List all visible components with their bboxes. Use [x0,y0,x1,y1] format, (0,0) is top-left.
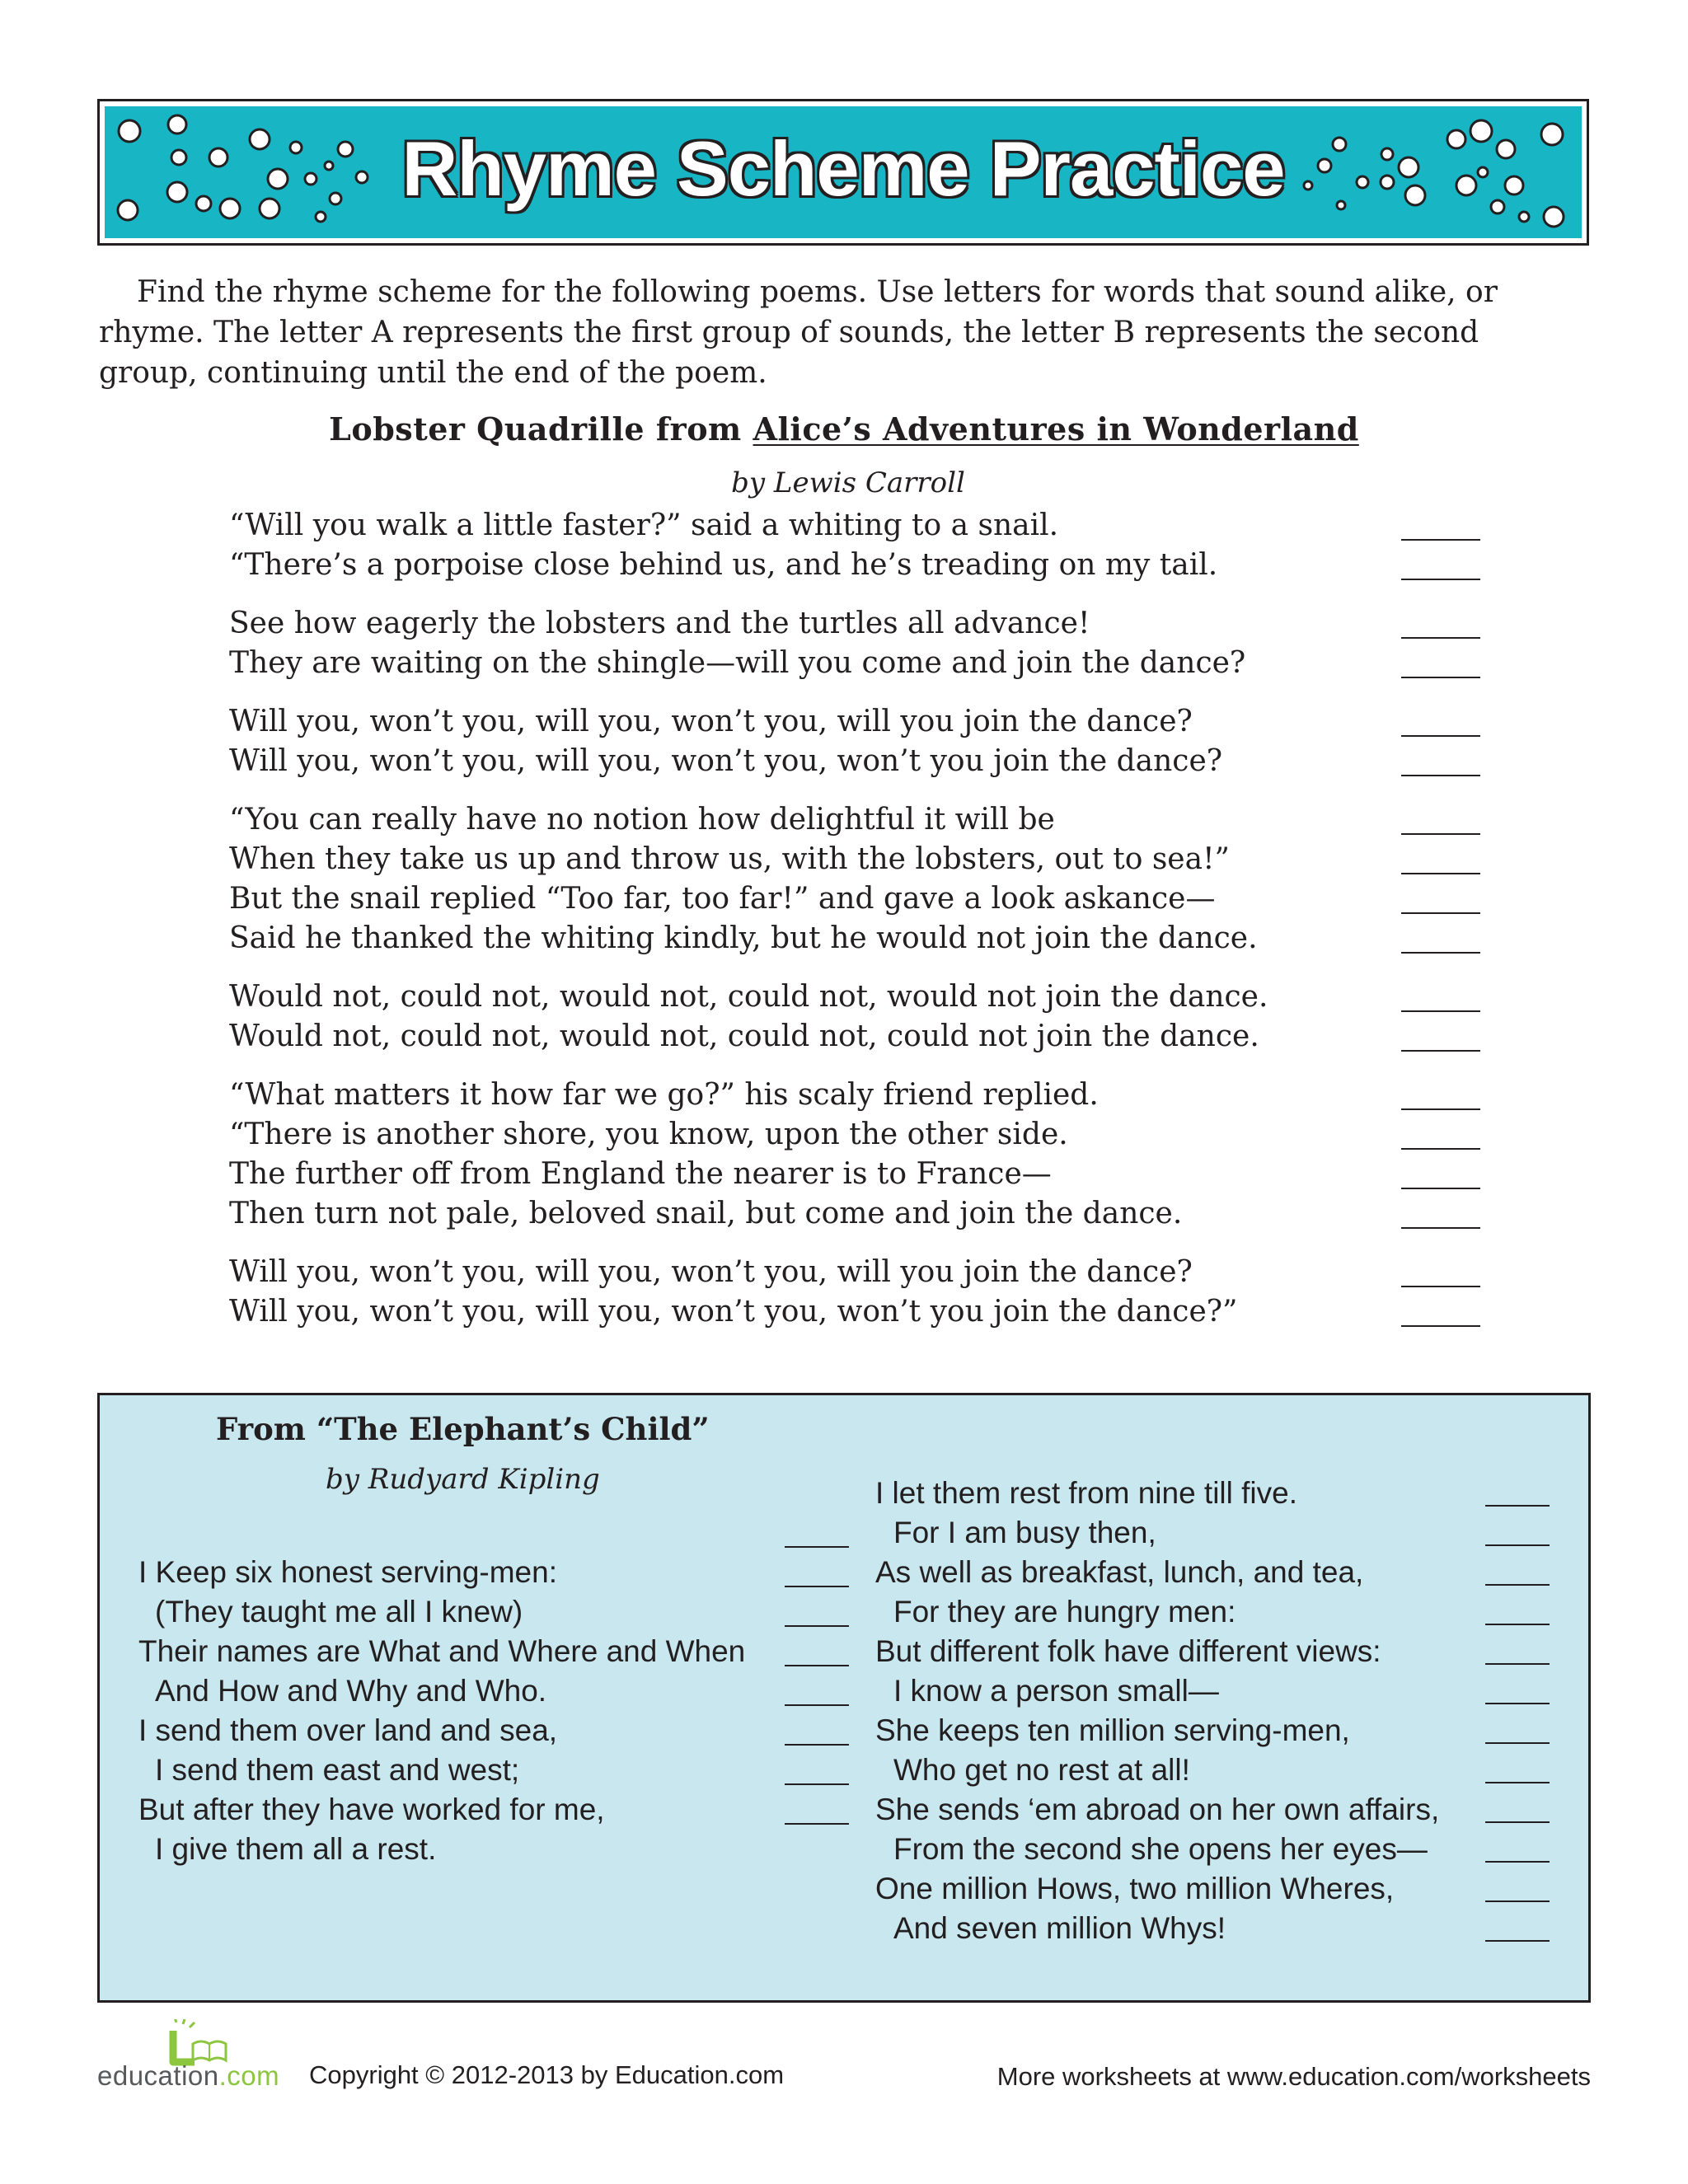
rhyme-answer-blank[interactable] [1485,1900,1550,1902]
poem1-line: Would not, could not, would not, could not, could not join the dance. [229,1019,1259,1053]
rhyme-answer-blank[interactable] [1401,912,1480,914]
poem2-right-line: As well as breakfast, lunch, and tea, [875,1555,1364,1589]
poem2-right-line: And seven million Whys! [893,1911,1226,1945]
rhyme-answer-blank[interactable] [1485,1742,1550,1744]
rhyme-answer-blank[interactable] [785,1744,849,1746]
rhyme-answer-blank[interactable] [1401,677,1480,678]
title-banner [97,99,1589,246]
rhyme-answer-blank[interactable] [1401,1050,1480,1052]
poem1-line: “There is another shore, you know, upon the other side. [229,1118,1068,1151]
rhyme-answer-blank[interactable] [1401,637,1480,639]
rhyme-answer-blank[interactable] [1401,775,1480,776]
rhyme-answer-blank[interactable] [1401,1108,1480,1110]
poem2-left-line: And How and Why and Who. [155,1674,547,1708]
poem1-line: “Will you walk a little faster?” said a whiting to a snail. [229,509,1059,542]
poem1-title [0,410,1688,448]
poem1-line: “You can really have no notion how delightful it will be [229,803,1055,837]
poem1-line: Will you, won’t you, will you, won’t you, won’t you join the dance? [229,744,1223,778]
rhyme-answer-blank[interactable] [1485,1505,1550,1507]
rhyme-answer-blank[interactable] [1485,1624,1550,1625]
rhyme-answer-blank[interactable] [1485,1663,1550,1665]
rhyme-answer-blank[interactable] [785,1783,849,1785]
poem1-line: “What matters it how far we go?” his scaly friend replied. [229,1078,1099,1112]
poem1-line: They are waiting on the shingle—will you come and join the dance? [229,646,1246,680]
rhyme-answer-blank[interactable] [1401,833,1480,835]
logo-word: education [97,2060,219,2091]
rhyme-answer-blank[interactable] [1485,1821,1550,1823]
rhyme-answer-blank[interactable] [1401,579,1480,580]
rhyme-answer-blank[interactable] [1485,1584,1550,1586]
poem2-right-line: I let them rest from nine till five. [875,1476,1298,1510]
poem1-book-title: Alice’s Adventures in Wonderland [753,410,1359,448]
poem2-right-line: I know a person small— [893,1674,1219,1708]
poem2-right-line: Who get no rest at all! [893,1753,1190,1787]
poem2-right-line: One million Hows, two million Wheres, [875,1872,1395,1905]
rhyme-answer-blank[interactable] [1401,539,1480,541]
poem2-right-line: But different folk have different views: [875,1634,1381,1668]
poem2-left-line: But after they have worked for me, [138,1793,605,1826]
copyright-text: Copyright © 2012-2013 by Education.com [309,2060,785,2089]
poem1-line: Said he thanked the whiting kindly, but he would not join the dance. [229,921,1258,955]
poem1-title-prefix: Lobster Quadrille from [329,410,753,448]
poem1-line: When they take us up and throw us, with the lobsters, out to sea!” [229,842,1230,876]
rhyme-answer-blank[interactable] [785,1704,849,1706]
poem2-left-line: (They taught me all I knew) [155,1595,523,1629]
rhyme-answer-blank[interactable] [1401,1325,1480,1327]
rhyme-answer-blank[interactable] [1401,1286,1480,1287]
poem2-left-line: I Keep six honest serving-men: [138,1555,557,1589]
rhyme-answer-blank[interactable] [1401,1188,1480,1189]
rhyme-answer-blank[interactable] [785,1665,849,1666]
rhyme-answer-blank[interactable] [1485,1861,1550,1863]
banner-background [105,106,1582,238]
rhyme-answer-blank[interactable] [1485,1544,1550,1546]
rhyme-answer-blank[interactable] [785,1823,849,1825]
poem1-author: by Lewis Carroll [731,466,965,499]
poem2-left-line: I send them over land and sea, [138,1713,558,1747]
poem1-line: Then turn not pale, beloved snail, but come and join the dance. [229,1197,1183,1230]
rhyme-answer-blank[interactable] [1485,1782,1550,1783]
rhyme-answer-blank[interactable] [785,1586,849,1587]
poem1-line: Will you, won’t you, will you, won’t you, won’t you join the dance?” [229,1295,1238,1329]
poem1-line: “There’s a porpoise close behind us, and he’s treading on my tail. [229,548,1218,582]
rhyme-answer-blank[interactable] [785,1546,849,1548]
poem2-right-line: She sends ‘em abroad on her own affairs, [875,1793,1440,1826]
rhyme-answer-blank[interactable] [1401,873,1480,874]
poem2-right-line: For I am busy then, [893,1516,1156,1549]
rhyme-answer-blank[interactable] [1401,1010,1480,1012]
poem1-line: See how eagerly the lobsters and the turtles all advance! [229,607,1090,640]
poem2-left-line: Their names are What and Where and When [138,1634,746,1668]
instructions: Find the rhyme scheme for the following poems. Use letters for words that sound alike, or rhyme. The letter A represents the first group of sounds, the letter B represents the second group, continuing until the end of the poem. [99,275,1498,390]
rhyme-answer-blank[interactable] [1401,952,1480,954]
rhyme-answer-blank[interactable] [1401,1227,1480,1229]
poem1-line: Will you, won’t you, will you, won’t you, will you join the dance? [229,705,1193,738]
page-title: Rhyme Scheme Practice [401,125,1285,212]
poem1-line: Will you, won’t you, will you, won’t you, will you join the dance? [229,1255,1193,1289]
poem1-line: But the snail replied “Too far, too far!” and gave a look askance— [229,882,1216,916]
poem2-left-line: I give them all a rest. [155,1832,437,1866]
rhyme-answer-blank[interactable] [1401,1148,1480,1150]
rhyme-answer-blank[interactable] [785,1625,849,1627]
poem1-line: Would not, could not, would not, could not, would not join the dance. [229,980,1268,1014]
poem2-author: by Rudyard Kipling [326,1463,600,1496]
logo-suffix: .com [218,2060,280,2091]
poem2-right-line: She keeps ten million serving-men, [875,1713,1350,1747]
poem2-left-line: I send them east and west; [155,1753,520,1787]
poem2-title: From “The Elephant’s Child” [216,1411,710,1447]
poem2-right-line: From the second she opens her eyes— [893,1832,1428,1866]
rhyme-answer-blank[interactable] [1485,1940,1550,1942]
poem2-right-line: For they are hungry men: [893,1595,1236,1629]
education-logo-wordmark [97,2060,279,2092]
rhyme-answer-blank[interactable] [1401,735,1480,737]
rhyme-answer-blank[interactable] [1485,1703,1550,1704]
more-worksheets-link[interactable]: More worksheets at www.education.com/worksheets [996,2062,1591,2091]
poem1-line: The further off from England the nearer is to France— [229,1157,1052,1191]
